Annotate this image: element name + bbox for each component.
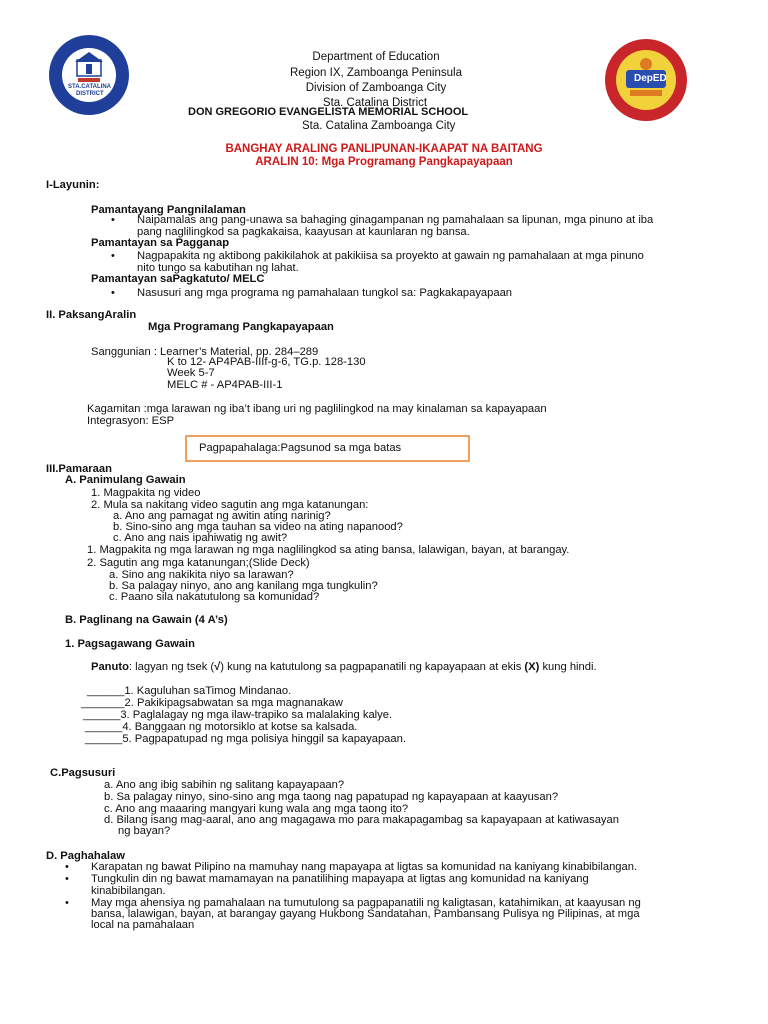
pagsagawang-heading: 1. Pagsagawang Gawain [65, 638, 195, 650]
layunin-sub1-text-2: pang naglilingkod sa pagkakaisa, kaayusan at kaunlaran ng bansa. [137, 226, 470, 238]
paglinang-heading: B. Paglinang na Gawain (4 A’s) [65, 614, 228, 626]
header-line-1: Department of Education [312, 51, 440, 63]
lesson-title: ARALIN 10: Mga Programang Pangkapayapaan [255, 156, 513, 168]
panuto-label: Panuto [91, 661, 129, 673]
activity-item: ______3. Paglalagay ng mga ilaw-trapiko sa malalaking kalye. [83, 709, 393, 721]
panuto-text-2: ) kung na katutulong sa pagpapanatili ng kapayapaan at ekis [220, 661, 525, 673]
pamaraan-a2c: c. Ano ang nais ipahiwatig ng awit? [113, 532, 288, 544]
sanggunian-line-4: MELC # - AP4PAB-III-1 [167, 379, 283, 391]
lesson-plan-title: BANGHAY ARALING PANLIPUNAN-IKAAPAT NA BAITANG [225, 143, 543, 155]
layunin-sub1-text-1: • Naipamalas ang pang-unawa sa bahaging ginagampanan ng pamahalaan sa lipunan, mga pinuno at iba [137, 214, 653, 226]
header-line-2: Region IX, Zamboanga Peninsula [290, 67, 462, 79]
panuto-text-1: : lagyan ng tsek ( [128, 661, 215, 673]
paghahalaw-item-3: • May mga ahensiya ng pamahalaan na tumutulong sa pagpapanatili ng kaligtasan, katahimikan, at kaayusan ng [91, 897, 641, 909]
sanggunian-line-3: Week 5-7 [167, 367, 215, 379]
pamaraan-a2b: b. Sino-sino ang mga tauhan sa video na ating napanood? [113, 521, 403, 533]
deped-logo [604, 38, 688, 122]
paghahalaw-item-3-cont: bansa, lalawigan, bayan, at barangay gayang Hukbong Sandatahan, Pambansang Pulisya ng Pilipinas, at mga [91, 908, 640, 920]
pagpapahalaga-text: Pagpapahalaga:Pagsunod sa mga batas [199, 442, 402, 454]
layunin-sub3: Pamantayan saPagkatuto/ MELC [91, 273, 265, 285]
layunin-sub2: Pamantayan sa Pagganap [91, 237, 230, 249]
pamaraan-b2: 2. Sagutin ang mga katanungan;(Slide Deck) [87, 557, 310, 569]
pagsusuri-c: c. Ano ang maaaring mangyari kung wala ang mga taong ito? [104, 803, 409, 815]
pamaraan-a1: 1. Magpakita ng video [91, 487, 201, 499]
section-layunin-heading: I-Layunin: [46, 179, 100, 191]
pamaraan-b1: 1. Magpakita ng mga larawan ng mga naglilingkod sa ating bansa, lalawigan, bayan, at barangay. [87, 544, 570, 556]
logo-text-1: STA.CATALINA [68, 84, 111, 90]
header-line-3: Division of Zamboanga City [305, 82, 447, 94]
panuto-text-3: kung hindi. [539, 661, 597, 673]
pamaraan-b2b: b. Sa palagay ninyo, ano ang kanilang mga tungkulin? [109, 580, 378, 592]
school-address: Sta. Catalina Zamboanga City [302, 120, 456, 132]
integrasyon: Integrasyon: ESP [87, 415, 175, 427]
x-mark: (X) [524, 661, 540, 673]
layunin-sub3-text-1: • Nasusuri ang mga programa ng pamahalaan tungkol sa: Pagkakapayapaan [137, 287, 512, 299]
pamaraan-a2a: a. Ano ang pamagat ng awitin ating narinig? [113, 510, 331, 522]
school-seal-icon [48, 34, 130, 116]
sanggunian-line-1: Sanggunian : Learner’s Material, pp. 284–289 [91, 346, 319, 358]
activity-item: ______1. Kaguluhan saTimog Mindanao. [87, 685, 292, 697]
pagpapahalaga-box [185, 435, 470, 462]
activity-item: ______4. Banggaan ng motorsiklo at kotse sa kalsada. [85, 721, 358, 733]
paghahalaw-item-2: • Tungkulin din ng bawat mamamayan na panatilihing mapayapa at ligtas ang komunidad na kaniyang [91, 873, 589, 885]
pamaraan-b2c: c. Paano sila nakatutulong sa komunidad? [109, 591, 320, 603]
layunin-sub2-text-1: • Nagpapakita ng aktibong pakikilahok at pakikiisa sa proyekto at gawain ng pamahalaan at mga pinuno [137, 250, 644, 262]
paghahalaw-item-1: • Karapatan ng bawat Pilipino na mamuhay nang mapayapa at ligtas sa komunidad na kaniyang kinabibilangan. [91, 861, 637, 873]
pamaraan-a2: 2. Mula sa nakitang video sagutin ang mga katanungan: [91, 499, 369, 511]
layunin-sub1: Pamantayang Pangnilalaman [91, 204, 246, 216]
section-paksang-heading: II. PaksangAralin [46, 309, 137, 321]
layunin-sub2-text-2: nito tungo sa kabutihan ng lahat. [137, 262, 299, 274]
activity-item: _______2. Pakikipagsabwatan sa mga magnanakaw [81, 697, 343, 709]
pagsusuri-d-1: d. Bilang isang mag-aaral, ano ang magagawa mo para makapagambag sa kapayapaan at katiwasayan [104, 814, 619, 826]
paghahalaw-heading: D. Paghahalaw [46, 850, 125, 862]
paksang-topic: Mga Programang Pangkapayapaan [148, 321, 334, 333]
school-logo [48, 34, 130, 116]
kagamitan: Kagamitan :mga larawan ng iba’t ibang uri ng paglilingkod na may kinalaman sa kapayapaan [87, 403, 547, 415]
panuto-line [91, 661, 597, 673]
school-name: DON GREGORIO EVANGELISTA MEMORIAL SCHOOL [188, 106, 469, 118]
panimulang-gawain-heading: A. Panimulang Gawain [65, 474, 186, 486]
activity-item: ______5. Pagpapatupad ng mga polisiya hinggil sa kapayapaan. [85, 733, 406, 745]
header-line-4: Sta. Catalina District [322, 97, 428, 109]
section-pamaraan-heading: III.Pamaraan [46, 463, 112, 475]
sanggunian-line-2: K to 12- AP4PAB-IIIf-g-6, TG.p. 128-130 [167, 356, 366, 368]
check-mark-icon: √ [214, 661, 221, 673]
deped-logo-text: DepED [634, 73, 667, 84]
logo-text-2: DISTRICT [76, 91, 104, 97]
paghahalaw-item-2-cont: kinabibilangan. [91, 885, 166, 897]
pamaraan-b2a: a. Sino ang nakikita niyo sa larawan? [109, 569, 294, 581]
pagsusuri-a: a. Ano ang ibig sabihin ng salitang kapayapaan? [104, 779, 345, 791]
pagsusuri-heading: C.Pagsusuri [50, 767, 116, 779]
pagsusuri-d-2: ng bayan? [118, 825, 171, 837]
pagsusuri-b: b. Sa palagay ninyo, sino-sino ang mga taong nag papatupad ng kapayapaan at kaayusan? [104, 791, 559, 803]
paghahalaw-item-3-cont2: local na pamahalaan [91, 919, 195, 931]
